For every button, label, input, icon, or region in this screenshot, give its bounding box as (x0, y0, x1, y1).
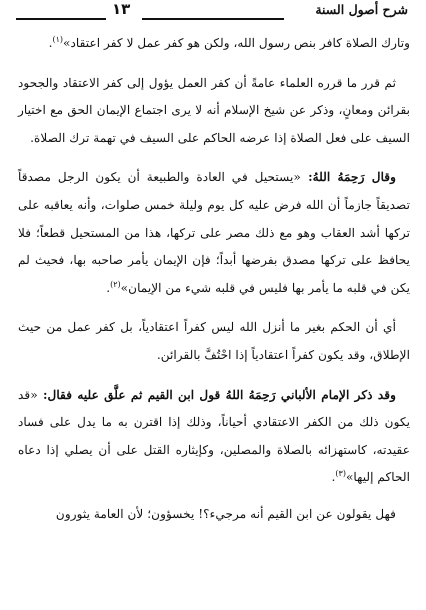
paragraph-lead: وقد ذكر الإمام الألباني رَحِمَهُ اللهُ قول ابن القيم ثم علَّق عليه فقال: (37, 387, 396, 402)
footnote-ref: (٣) (335, 469, 346, 479)
paragraph (18, 382, 410, 492)
running-header (0, 0, 426, 22)
paragraph-text: ثم قرر ما قرره العلماء عامةً أن كفر العمل يؤول إلى كفر الاعتقاد والجحود بقرائن ومعانٍ، وذكر عن شيخ الإسلام أنه لا يرى اجتماع الإيمان الحق مع اختيار السيف على فعل الصلاة إذا عرضه الحاكم على السيف في تهمة ترك الصلاة. (18, 75, 410, 145)
paragraph (18, 164, 410, 302)
paragraph-text: «يستحيل في العادة والطبيعة أن يكون الرجل مصدقاً تصديقاً جازماً أن الله فرض عليه كل يوم وليلة خمس صلوات، وأنه يعاقبه على تركها أشد العقاب وهو مع ذلك مصر على تركها، هذا من المستحيل قطعاً؛ فلا يحافظ على تركها مصدق بفرضها أبداً؛ فإن الإيمان يأمر صاحبه بها، فحيث لم يكن في قلبه ما يأمر بها فليس في قلبه شيء من الإيمان» (18, 170, 410, 295)
paragraph (18, 70, 410, 153)
paragraph-tail: . (331, 470, 336, 485)
paragraph-text: فهل يقولون عن ابن القيم أنه مرجيء؟! يخسؤون؛ لأن العامة يثورون (55, 506, 396, 521)
paragraph-tail: . (48, 36, 53, 50)
body-text (18, 30, 410, 529)
paragraph-text: أي أن الحكم بغير ما أنزل الله ليس كفراً اعتقادياً، بل كفر عمل من حيث الإطلاق، وقد يكون كفراً اعتقادياً إذا احْتُفَّ بالقرائن. (18, 320, 410, 362)
header-rule (16, 18, 106, 20)
paragraph (18, 501, 410, 529)
paragraph-tail: . (106, 280, 111, 295)
paragraph (18, 314, 410, 369)
paragraph-text: «قد يكون ذلك من الكفر الاعتقادي أحياناً، وذلك إذا اقترن به ما يدل على فساد عقيدته، كاستهزائه بالصلاة والمصلين، وكإيثاره القتل على أن يصلي إذا دعاه الحاكم إليها» (18, 387, 410, 485)
footnote-ref: (١) (52, 34, 64, 44)
running-title: شرح أصول السنة (315, 2, 408, 17)
paragraph (18, 30, 410, 58)
header-rule (142, 18, 284, 20)
paragraph-text: وتارك الصلاة كافر بنص رسول الله، ولكن هو كفر عمل لا كفر اعتقاد» (63, 36, 410, 50)
paragraph-lead: وقال رَحِمَهُ اللهُ: (300, 170, 396, 185)
page-number: ١٣ (112, 0, 131, 18)
footnote-ref: (٢) (110, 279, 121, 289)
